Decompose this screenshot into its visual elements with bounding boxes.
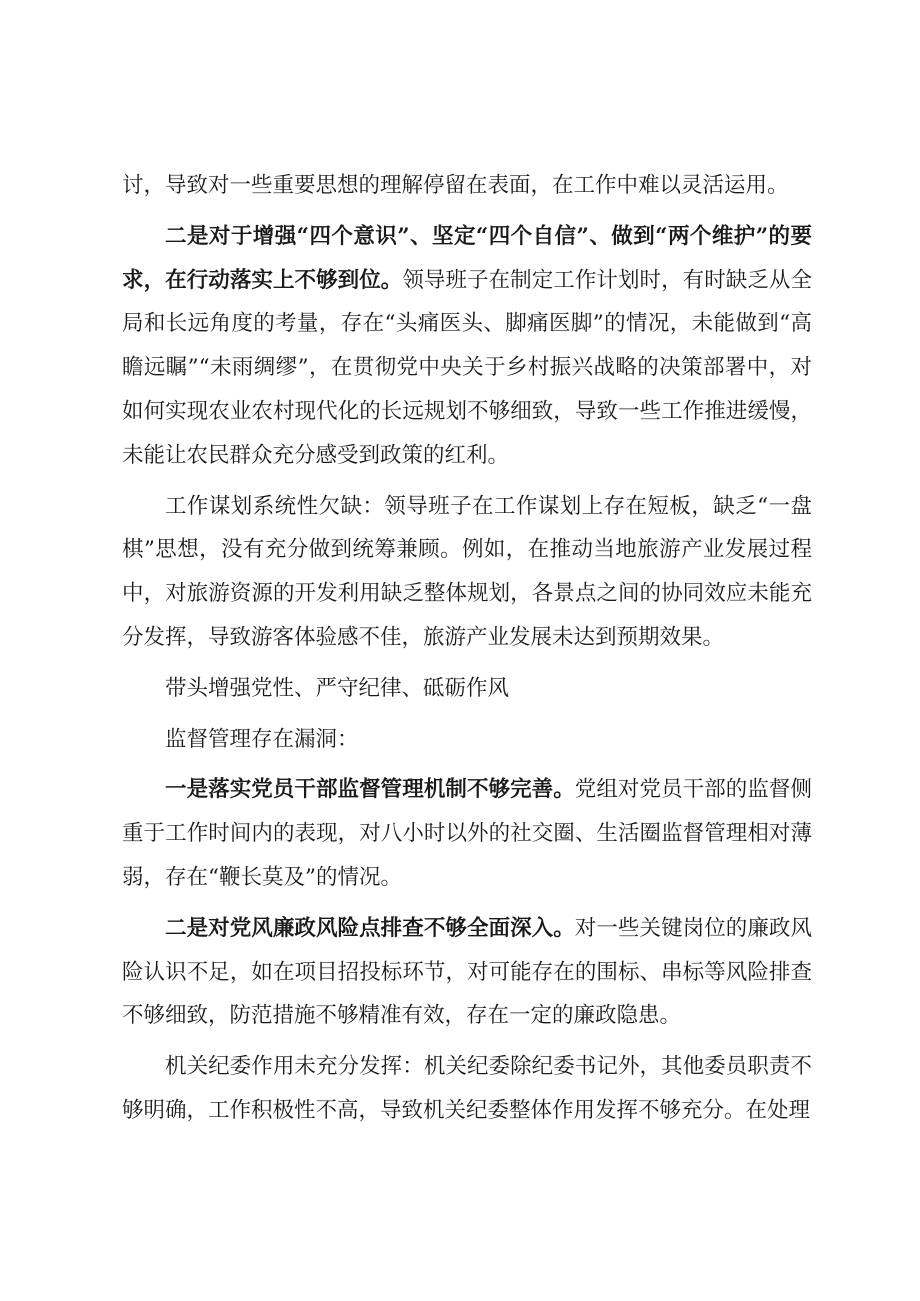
section-heading: [122, 667, 812, 711]
paragraph-continuation: [122, 164, 812, 208]
paragraph-text: 党组对党员干部的监督侧重于工作时间内的表现，对八小时以外的社交圈、生活圈监督管理相对薄弱，存在“鞭长莫及”的情况。: [122, 777, 812, 890]
paragraph-point-two-integrity: [122, 907, 812, 1038]
paragraph-text: 讨，导致对一些重要思想的理解停留在表面，在工作中难以灵活运用。: [122, 173, 789, 198]
paragraph-lead-bold: 二是对党风廉政风险点排查不够全面深入。: [165, 915, 575, 941]
paragraph-discipline-committee: [122, 1045, 812, 1133]
subsection-heading: [122, 718, 812, 762]
paragraph-lead-bold: 二是对于增强“四个意识”、坚定“四个自信”、做到“两个维护”的要求，在行动落实上不够到位。: [122, 223, 812, 293]
section-heading-text: 带头增强党性、严守纪律、砥砺作风: [165, 675, 510, 701]
paragraph-text: 领导班子在制定工作计划时，有时缺乏从全局和长远角度的考量，存在“头痛医头、脚痛医脚”的情况，未能做到“高瞻远瞩”“未雨绸缪”，在贯彻党中央关于乡村振兴战略的决策部署中，对如何实现农业农村现代化的长远规划不够细致，导致一些工作推进缓慢，未能让农民群众充分感受到政策的红利。: [122, 267, 812, 468]
paragraph-point-two-awareness: [122, 215, 812, 478]
paragraph-point-one-supervision: [122, 768, 812, 899]
subsection-heading-text: 监督管理存在漏洞：: [165, 726, 359, 752]
paragraph-text: 机关纪委作用未充分发挥：机关纪委除纪委书记外，其他委员职责不够明确，工作积极性不高，导致机关纪委整体作用发挥不够充分。在处理: [122, 1054, 812, 1123]
paragraph-text: 工作谋划系统性欠缺：领导班子在工作谋划上存在短板，缺乏“一盘棋”思想，没有充分做到统筹兼顾。例如，在推动当地旅游产业发展过程中，对旅游资源的开发利用缺乏整体规划，各景点之间的协同效应未能充分发挥，导致游客体验感不佳，旅游产业发展未达到预期效果。: [122, 493, 812, 650]
paragraph-text: 对一些关键岗位的廉政风险认识不足，如在项目招投标环节，对可能存在的围标、串标等风险排查不够细致，防范措施不够精准有效，存在一定的廉政隐患。: [122, 915, 812, 1029]
paragraph-work-planning: [122, 485, 812, 660]
document-body: [122, 164, 812, 1133]
paragraph-lead-bold: 一是落实党员干部监督管理机制不够完善。: [165, 777, 575, 803]
